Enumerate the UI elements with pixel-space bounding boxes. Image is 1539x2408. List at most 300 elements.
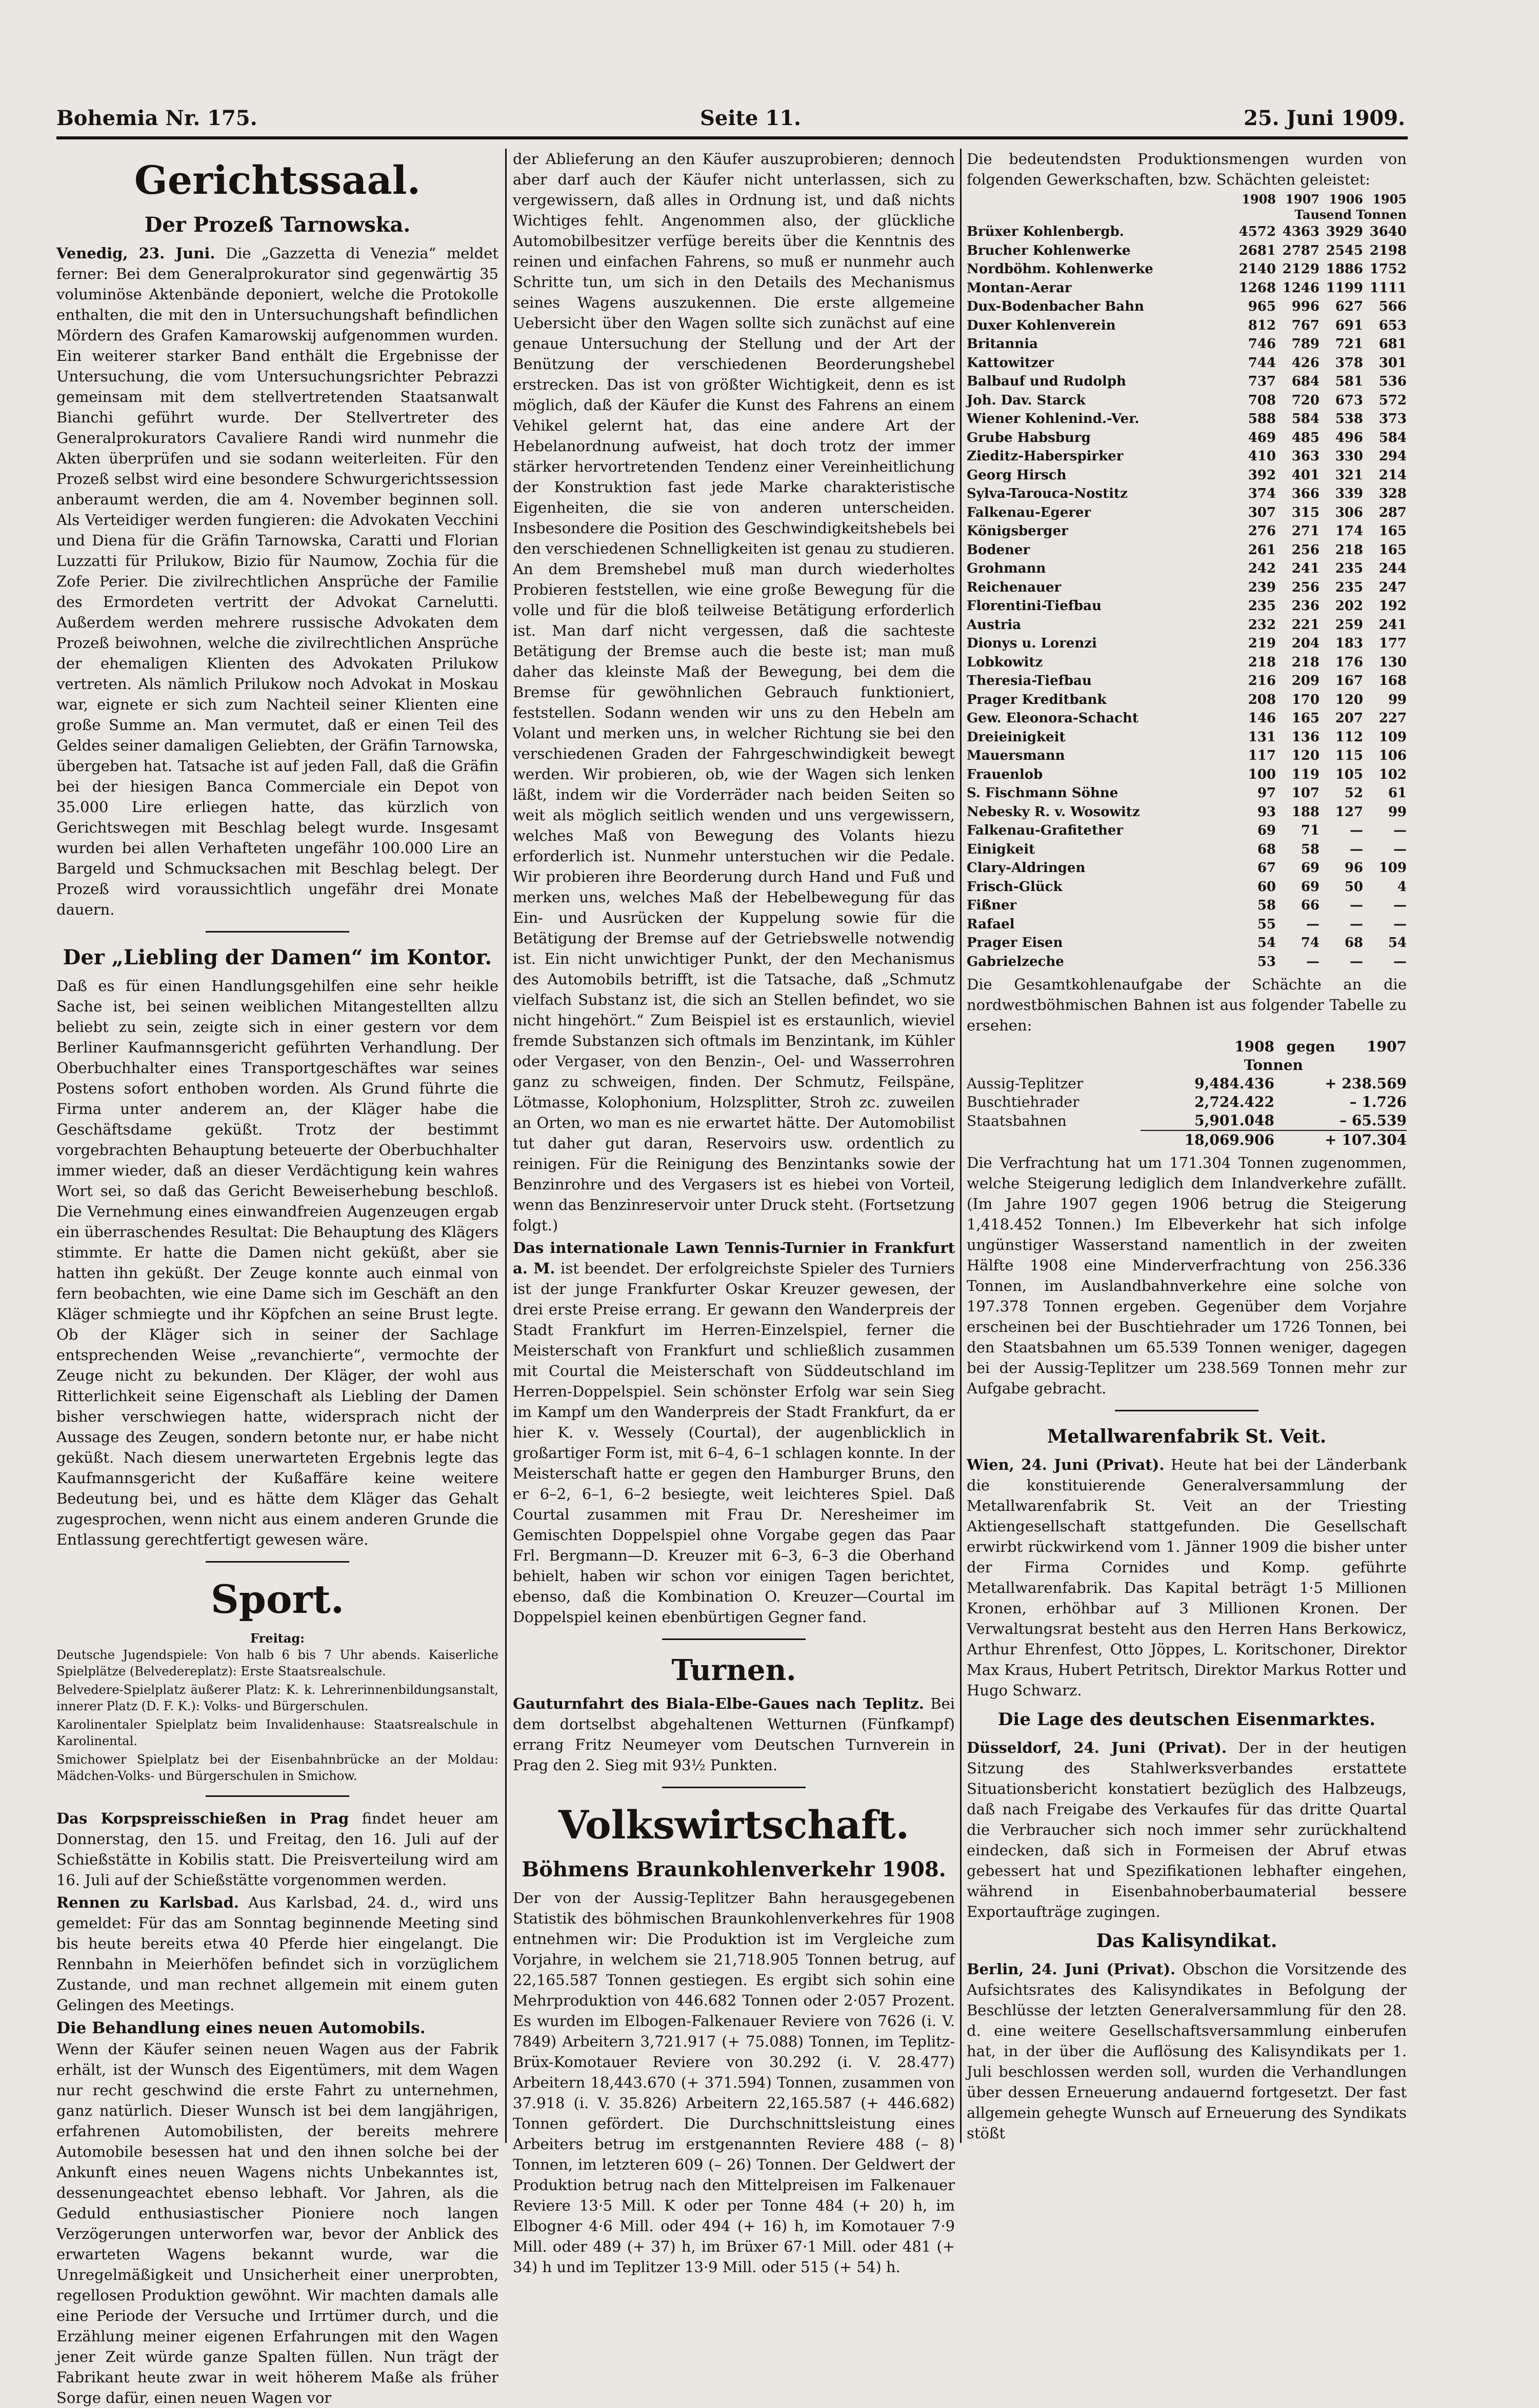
company-name: Zieditz-Haberspirker [967,449,1124,464]
production-value: 115 [1335,748,1363,763]
article-title-automobil: Die Behandlung eines neuen Automobils. [56,2019,426,2037]
article-title-tarnowska: Der Prozeß Tarnowska. [144,213,411,237]
production-value: 485 [1291,430,1320,446]
production-value: 307 [1248,504,1276,520]
section-title-turnen: Turnen. [671,1653,796,1687]
table-row [967,709,1407,728]
production-value: 183 [1335,636,1363,651]
dateline: Düsseldorf, 24. Juni (Privat). [967,1739,1227,1756]
tonnage-change: + 238.569 [1325,1075,1407,1092]
production-value: 1199 [1326,280,1363,296]
table-row [967,803,1407,822]
company-name: Balbauf und Rudolph [967,374,1126,389]
production-value: 581 [1335,374,1363,389]
production-value: 146 [1248,711,1276,726]
production-value: 294 [1378,449,1407,464]
company-name: Nordböhm. Kohlenwerke [967,261,1153,277]
production-value: 61 [1388,785,1407,801]
production-value: 109 [1378,729,1407,745]
company-name: Sylva-Tarouca-Nostitz [967,486,1128,501]
production-value: 168 [1378,673,1407,689]
production-value: 235 [1248,598,1276,614]
table-row [967,1093,1407,1111]
production-value: 301 [1378,355,1407,371]
production-value: 165 [1378,542,1407,558]
production-value: 241 [1291,561,1320,576]
table-row [967,821,1407,840]
company-name: Brucher Kohlenwerke [967,242,1131,258]
article-title-eisen: Die Lage des deutschen Eisenmarktes. [997,1709,1376,1730]
table-row [967,653,1407,672]
article-title-liebling: Der „Liebling der Damen“ im Kontor. [63,945,492,969]
company-name: Gabrielzeche [967,954,1064,969]
company-name: Joh. Dav. Starck [967,392,1086,408]
production-value: 207 [1335,711,1363,726]
header-issue: Bohemia Nr. 175. [56,106,257,130]
railway-name: Aussig-Teplitzer [967,1075,1084,1092]
separator [206,1561,349,1563]
table-row [967,297,1407,316]
production-value: 684 [1291,374,1320,389]
article-body: ist beendet. Der erfolgreichste Spieler des Turniers ist der junge Frankfurter Oskar Kreuzer gewesen, der drei erste Preise errang. Er gewann den Wanderpreis der Stadt Frankfurt im Herren-Einzelspiel, ferner die Meisterschaft von Frankfurt und schließlich zusammen mit Courtal die Meisterschaft von Süddeutschland im Herren-Doppelspiel. Sein schönster Erfolg war sein Sieg im Kampf um den Wanderpreis der Stadt Frankfurt, da er hier K. v. Wessely (Courtal), der augenblicklich in großartiger Form ist, mit 6–4, 6–1 schlagen konnte. In der Meisterschaft hatte er gegen den Hamburger Bruns, den er 6–2, 6–1, 6–2 besiegte, weit leichteres Spiel. Daß Courtal zusammen mit Frau Dr. Neresheimer im Gemischten Doppelspiel ohne Vorgabe gegen das Paar Frl. Bergmann—D. Kreuzer mit 6–3, 6–3 die Oberhand behielt, haben wir schon vor einigen Tagen berichtet, ebenso, daß die Kombination O. Kreuzer—Courtal im Doppelspiel keinen ebenbürtigen Gegner fand. [513,1260,955,1626]
article-body-automobil-continued: der Ablieferung an den Käufer auszuprobieren; dennoch aber darf auch der Käufer nicht unterlassen, sich zu vergewissern, daß alles in Ordnung ist, und daß nichts Wichtiges fehlt. Angenommen also, der glückliche Automobilbesitzer verfüge bereits über die Kenntnis des reinen und einfachen Fahrens, so muß er nunmehr auch Schritte tun, um sich in den Details des Mechanismus seines Wagens auszukennen. Die erste allgemeine Uebersicht über den Wagen sollte sich zunächst auf eine genaue Untersuchung der Stellung und der Art der Benützung der verschiedenen Beorderungshebel erstrecken. Das ist von größter Wichtigkeit, denn es ist möglich, daß der Käufer die Kunst des Fahrens an einem Vehikel gelernt hat, das eine andere Art der Hebelanordnung aufweist, hat doch trotz der immer stärker hervortretenden Tendenz einer Vereinheitlichung der Konstruktion fast jede Marke charakteristische Eigenheiten, die sie von anderen unterscheiden. Insbesondere die Position des Geschwindigkeitshebels bei den verschiedenen Schnelligkeiten ist genau zu studieren. An dem Bremshebel muß man durch wiederholtes Probieren feststellen, wie eine große Bewegung für die volle und für die bloß teilweise Betätigung erforderlich ist. Man darf nicht vergessen, daß die sachteste Betätigung der Bremse auch die beste ist; man muß daher das kleinste Maß der Bewegung, bei dem die Bremse für gewöhnlichen Gebrauch funktioniert, feststellen. Sodann wenden wir uns zu den Hebeln am Volant und merken uns, in welcher Richtung sie bei den verschiedenen Graden der Fahrgeschwindigkeit bewegt werden. Wir probieren, ob, wie der Wagen sich lenken läßt, indem wir die Vorderräder nach beiden Seiten so weit als möglich seitlich wenden und uns vergewissern, welches Maß von Bewegung des Volants hiezu erforderlich ist. Nunmehr unterstuchen wir die Pedale. Wir probieren ihre Beorderung durch Hand und Fuß und merken uns, welches Maß der Hebelbewegung für das Ein- und Ausrücken der Kuppelung sowie für die Betätigung der Bremse auf der Getriebswelle notwendig ist. Ein nicht unwichtiger Punkt, der den Mechanismus des Automobils betrifft, ist die Tatsache, daß „Schmutz vielfach Substanz ist, die sich an Stellen befindet, wo sie nicht hingehört.“ Zum Beispiel ist es erstaunlich, wieviel fremde Substanzen sich oftmals im Benzintank, im Kühler oder Vergaser, von den Benzin-, Oel- und Wasserrohren ganz zu schweigen, finden. Der Schmutz, Feilspäne, Lötmasse, Kolophonium, Holzsplitter, Stroh zc. zuweilen an Orten, wo man es nie erwartet hätte. Der Automobilist tut daher gut daran, Reservoirs usw. ordentlich zu reinigen. Für die Reinigung des Benzintanks sowie der Benzinrohre und des Vergasers ist es hiebei von Vorteil, wenn das Benzinreservoir unter Druck steht. (Fortsetzung folgt.) [513,150,955,1234]
table-row [967,279,1407,298]
table-row [967,391,1407,410]
schedule-day: Freitag: [250,1631,305,1646]
company-name: Bodener [967,542,1030,558]
production-value: 2129 [1282,261,1320,277]
header-page-number: Seite 11. [700,106,801,130]
production-value: 120 [1291,748,1320,763]
schedule-line: Deutsche Jugendspiele: Von halb 6 bis 7 Uhr abends. Kaiserliche Spielplätze (Belvedereplatz): Erste Staatsrealschule. [56,1648,498,1678]
production-value: 536 [1378,374,1407,389]
dateline: Wien, 24. Juni (Privat). [967,1456,1165,1473]
production-value: 109 [1378,860,1407,876]
production-value: — [1350,898,1363,913]
production-value: 69 [1301,879,1320,895]
production-intro: Die bedeutendsten Produktionsmengen wurden von folgenden Gewerkschaften, bzw. Schächten geleistet: [967,150,1407,188]
production-value: 691 [1335,317,1363,333]
page-header [56,100,1405,136]
separator [206,1795,349,1797]
table-row [967,447,1407,466]
production-value: 4363 [1282,224,1320,239]
year-header: 1908 [1242,192,1276,207]
article-title-braunkohle: Böhmens Braunkohlenverkehr 1908. [522,1857,946,1881]
table-row [967,840,1407,859]
table-row [967,672,1407,691]
company-name: Nebesky R. v. Wosowitz [967,804,1140,820]
production-value: 627 [1335,299,1363,314]
production-value: 315 [1291,504,1320,520]
company-name: Königsberger [967,523,1068,539]
production-value: 55 [1257,916,1276,932]
table-row [967,728,1407,747]
production-value: 746 [1248,336,1276,352]
production-value: 1886 [1326,261,1363,277]
production-value: 99 [1388,804,1407,820]
production-value: 236 [1291,598,1320,614]
production-value: 681 [1378,336,1407,352]
production-value: 53 [1257,954,1276,969]
production-value: 1246 [1282,280,1320,296]
production-value: 174 [1335,523,1363,539]
production-value: 242 [1248,561,1276,576]
article-karlsbad [56,1892,498,2015]
production-value: 68 [1257,841,1276,857]
company-name: Britannia [967,336,1038,352]
production-value: 812 [1248,317,1276,333]
production-value: — [1393,841,1407,857]
production-value: — [1393,898,1407,913]
tonnage-value: 2,724.422 [1194,1094,1274,1110]
sport-schedule [56,1630,498,1784]
production-value: 673 [1335,392,1363,408]
table-row [967,354,1407,373]
production-value: 708 [1248,392,1276,408]
article-body: Die „Gazzetta di Venezia“ meldet ferner: Bei dem Generalprokurator sind gegenwärtig 35 voluminöse Aktenbände deponiert, welche die Protokolle enthalten, die mit den in Untersuchungshaft befindlichen Mördern des Grafen Kamarowskij aufgenommen wurden. Ein weiterer starker Band enthält die Ergebnisse der Untersuchung, die vom Untersuchungsrichter Pebrazzi gemeinsam mit dem stellvertretenden Staatsanwalt Bianchi geführt wurde. Der Stellvertreter des Generalprokurators Cavaliere Randi wird nunmehr die Akten überprüfen und sie sodann weiterleiten. Für den Prozeß selbst wird eine besondere Schwurgerichtssession anberaumt werden, die am 4. November beginnen soll. Als Verteidiger werden fungieren: die Advokaten Vecchini und Diena für die Gräfin Tarnowska, Caratti und Florian Luzzatti für Prilukow, Bizio für Naumow, Zochia für die Zofe Perier. Die zivilrechtlichen Ansprüche der Familie des Ermordeten vertritt der Advokat Carnelutti. Außerdem werden mehrere russische Advokaten dem Prozeß beiwohnen, welche die zivilrechtlichen Ansprüche der ehemaligen Klienten des Advokaten Prilukow vertreten. Als nämlich Prilukow noch Advokat in Moskau war, eignete er sich zum Nachteil seiner Klienten eine große Summe an. Man vermutet, daß er einen Teil des Geldes seiner damaligen Geliebten, der Gräfin Tarnowska, übergeben hat. Tatsache ist auf jeden Fall, daß die Gräfin bei der hiesigen Banca Commerciale ein Depot von 35.000 Lire erliegen hatte, das kürzlich von Gerichtswegen mit Beschlag belegt wurde. Insgesamt wurden bei allen Verhafteten ungefähr 100.000 Lire an Bargeld und Schmucksachen mit Beschlag belegt. Der Prozeß wird voraussichtlich ungefähr drei Monate dauern. [56,245,499,918]
production-value: 54 [1257,935,1276,950]
production-value: 271 [1291,523,1320,539]
article-title-tennis: Das internationale Lawn Tennis-Turnier in Frankfurt a. M. [513,1239,955,1277]
table-row [967,241,1407,260]
production-value: 170 [1291,692,1320,707]
production-value: 744 [1248,355,1276,371]
production-value: 232 [1248,617,1276,633]
article-kali [967,1959,1407,2143]
company-name: Grohmann [967,561,1046,576]
tonnage-change: – 1.726 [1349,1094,1407,1110]
company-name: Dionys u. Lorenzi [967,636,1097,651]
production-value: 321 [1335,467,1363,483]
table-row [967,915,1407,934]
production-value: 107 [1291,785,1320,801]
company-name: Theresia-Tiefbau [967,673,1092,689]
production-value: 247 [1378,579,1407,595]
production-value: 410 [1248,449,1276,464]
column-2 [513,149,955,2276]
table-unit-row [967,1056,1407,1075]
company-name: Mauersmann [967,748,1065,763]
production-value: 426 [1291,355,1320,371]
production-value: 131 [1248,729,1276,745]
production-value: — [1350,916,1363,932]
company-name: Prager Eisen [967,935,1063,950]
table-row [967,784,1407,803]
production-value: 60 [1257,879,1276,895]
production-value: 328 [1378,486,1407,501]
production-value: 106 [1378,748,1407,763]
dateline: Venedig, 23. Juni. [56,245,215,262]
company-name: Georg Hirsch [967,467,1067,483]
production-value: 119 [1291,766,1320,782]
production-value: 227 [1378,711,1407,726]
production-value: 1111 [1369,280,1407,296]
schedule-line: Belvedere-Spielplatz äußerer Platz: K. k. Lehrerinnenbildungsanstalt, innerer Platz (D. F. K.): Volks- und Bürgerschulen. [56,1683,498,1713]
production-value: — [1393,954,1407,969]
article-korps [56,1808,498,1890]
table-row [967,934,1407,953]
production-value: 120 [1335,692,1363,707]
production-value: 584 [1378,430,1407,446]
production-value: 74 [1301,935,1320,950]
company-name: Dreieinigkeit [967,729,1066,745]
table-row [967,429,1407,448]
production-value: 1752 [1369,261,1407,277]
production-value: 204 [1291,636,1320,651]
company-name: Kattowitzer [967,355,1054,371]
tonnage-value: 9,484.436 [1194,1075,1274,1092]
production-value: 117 [1248,748,1276,763]
production-value: 588 [1248,411,1276,427]
tonnage-value: 18,069.906 [1141,1130,1274,1149]
year-header: 1907 [1285,192,1320,207]
table-row [967,316,1407,335]
section-title-sport: Sport. [210,1576,345,1622]
production-value: 202 [1335,598,1363,614]
production-value: 496 [1335,430,1363,446]
production-value: 584 [1291,411,1320,427]
production-value: 165 [1378,523,1407,539]
production-value: 276 [1248,523,1276,539]
production-value: 218 [1248,654,1276,670]
production-value: 2198 [1369,242,1407,258]
company-name: Fißner [967,898,1017,913]
article-title-karlsbad: Rennen zu Karlsbad. [56,1894,239,1911]
year-header: 1908 [1234,1038,1274,1055]
company-name: Frisch-Glück [967,879,1063,895]
production-value: 58 [1257,898,1276,913]
company-name: Falkenau-Egerer [967,504,1091,520]
production-value: 67 [1257,860,1276,876]
article-body-verfrachtung: Die Verfrachtung hat um 171.304 Tonnen zugenommen, welche Steigerung lediglich dem Inlandverkehre zufällt. (Im Jahre 1907 gegen 1906 betrug die Steigerung 1,418.452 Tonnen.) Im Elbeverkehr hat sich infolge ungünstiger Wasserstand namentlich in der zweiten Hälfte 1908 eine Minderverfrachtung von 256.336 Tonnen, im Auslandbahnverkehre eine solche von 197.378 Tonnen ergeben. Gegenüber dem Vorjahre erscheinen bei der Buschtiehrader um 1726 Tonnen, bei den Staatsbahnen um 65.539 Tonnen weniger, dagegen bei der Aussig-Teplitzer um 238.569 Tonnen mehr zur Aufgabe gebracht. [967,1154,1407,1397]
production-value: 366 [1291,486,1320,501]
production-value: 330 [1335,449,1363,464]
compare-header: gegen [1286,1038,1335,1055]
company-name: Wiener Kohlenind.-Ver. [967,411,1140,427]
year-header: 1906 [1329,192,1363,207]
article-body-braunkohle: Der von der Aussig-Teplitzer Bahn herausgegebenen Statistik des böhmischen Braunkohlenverkehres für 1908 entnehmen wir: Die Produktion ist im Vergleiche zum Vorjahre, in welchem sie 21,718.905 Tonnen betrug, auf 22,165.587 Tonnen gestiegen. Es ergibt sich sohin eine Mehrproduktion von 446.682 Tonnen oder 2·057 Prozent. Es wurden im Elbogen-Falkenauer Reviere von 7626 (i. V. 7849) Arbeitern 3,721.917 (+ 75.088) Tonnen, im Teplitz-Brüx-Komotauer Reviere von 30.292 (i. V. 28.477) Arbeitern 18,443.670 (+ 371.594) Tonnen, zusammen von 37.918 (i. V. 35.826) Arbeitern 22,165.587 (+ 446.682) Tonnen gefördert. Die Durchschnittsleistung eines Arbeiters betrug im erstgenannten Reviere 488 (– 8) Tonnen, im letzteren 609 (– 26) Tonnen. Der Geldwert der Produktion betrug nach den Mittelpreisen im Falkenauer Reviere 13·5 Mill. K oder per Tonne 484 (+ 20) h, im Elbogner 4·6 Mill. oder 494 (+ 16) h, im Komotauer 7·9 Mill. oder 489 (+ 37) h, im Brüxer 67·1 Mill. oder 481 (+ 34) h und im Teplitzer 13·9 Mill. oder 515 (+ 54) h. [513,1889,955,2276]
production-value: 653 [1378,317,1407,333]
railway-name: Buschtiehrader [967,1094,1080,1110]
production-value: 188 [1291,804,1320,820]
production-value: 93 [1257,804,1276,820]
production-value: 374 [1248,486,1276,501]
production-value: 2545 [1326,242,1363,258]
dateline: Berlin, 24. Juni (Privat). [967,1960,1176,1978]
production-value: 339 [1335,486,1363,501]
article-eisen [967,1737,1407,1922]
production-value: 105 [1335,766,1363,782]
production-value: 218 [1291,654,1320,670]
company-name: Lobkowitz [967,654,1043,670]
separator [1115,1410,1258,1411]
table-row [967,335,1407,354]
table-header-row [967,192,1407,207]
article-title-veit: Metallwarenfabrik St. Veit. [1047,1426,1327,1447]
column-1 [56,149,499,2406]
company-name: Duxer Kohlenverein [967,317,1116,333]
table-row [967,222,1407,241]
production-value: 99 [1388,692,1407,707]
column-rule-2 [960,149,962,2143]
production-value: 208 [1248,692,1276,707]
company-name: Prager Kreditbank [967,692,1107,707]
company-name: Florentini-Tiefbau [967,598,1102,614]
company-name: Falkenau-Grafitether [967,823,1124,838]
table-row [967,634,1407,653]
tonnage-change: – 65.539 [1340,1112,1407,1129]
tonnage-change: + 107.304 [1274,1130,1407,1149]
production-value: 244 [1378,561,1407,576]
production-value: 469 [1248,430,1276,446]
article-tarnowska [56,243,498,920]
production-value: 58 [1301,841,1320,857]
header-rule [56,136,1408,139]
company-name: Reichenauer [967,579,1062,595]
production-value: 3640 [1369,224,1407,239]
production-value: 4 [1397,879,1407,895]
table-row [967,1111,1407,1130]
production-value: 177 [1378,636,1407,651]
article-tennis [513,1238,955,1627]
year-header: 1907 [1367,1038,1407,1055]
article-body-liebling: Daß es für einen Handlungsgehilfen eine sehr heikle Sache ist, bei seinen weiblichen Mitangestellten allzu beliebt zu sein, zeigte sich in einer gestern vor dem Berliner Kaufmannsgericht geführten Verhandlung. Der Oberbuchhalter eines Transportgeschäftes war seines Postens sofort enthoben worden. Als Grund führte die Firma unter anderem an, der Kläger habe die Geschäftsdame geküßt. Trotz der bestimmt vorgebrachten Behauptung beteuerte der Oberbuchhalter immer wieder, daß an dieser Verdächtigung kein wahres Wort sei, so daß das Gericht Beweiserhebung beschloß. Die Vernehmung eines einwandfreien Augenzeugen ergab ein überraschendes Resultat: Die Behauptung des Klägers stimmte. Er hatte die Damen nicht geküßt, aber sie hatten ihn geküßt. Der Zeuge konnte auch einmal von fern beobachten, wie eine Dame sich im Geschäft an den Kläger schmiegte und ihr Köpfchen an seine Brust legte. Ob der Kläger sich in seiner der Sachlage entsprechenden Weise „revanchierte“, vermochte der Zeuge nicht zu bekunden. Der Kläger, der wohl aus Ritterlichkeit seine Eigenschaft als Liebling der Damen bisher verschwiegen hatte, widersprach nicht der Aussage des Zeugen, sondern betonte nur, er habe nicht geküßt. Nach diesem unerwarteten Ergebnis legte das Kaufmannsgericht der Kußaffäre keine weitere Bedeutung bei, und es hätte dem Kläger das Gehalt zugesprochen, wenn nicht aus einem anderen Grunde die Entlassung gerechtfertigt gewesen wäre. [56,977,498,1548]
table-row [967,953,1407,972]
production-value: 192 [1378,598,1407,614]
production-value: 259 [1335,617,1363,633]
table-row [967,878,1407,897]
production-value: 219 [1248,636,1276,651]
production-value: 66 [1301,898,1320,913]
railway-name: Staatsbahnen [967,1112,1067,1129]
table-row [967,503,1407,522]
article-veit [967,1454,1407,1701]
table-row [967,559,1407,578]
production-value: 69 [1301,860,1320,876]
production-value: 566 [1378,299,1407,314]
table-row [967,746,1407,765]
production-value: 538 [1335,411,1363,427]
section-title-gerichtssaal: Gerichtssaal. [134,157,421,203]
company-name: S. Fischmann Söhne [967,785,1118,801]
header-date: 25. Juni 1909. [1244,106,1405,130]
table-row [967,896,1407,915]
production-value: 2787 [1282,242,1320,258]
production-value: 373 [1378,411,1407,427]
production-value: 363 [1291,449,1320,464]
table-row [967,410,1407,429]
company-name: Austria [967,617,1022,633]
production-value: 789 [1291,336,1320,352]
table-row [967,691,1407,710]
table-header-row [967,1038,1407,1056]
production-value: — [1350,841,1363,857]
production-value: 3929 [1326,224,1363,239]
production-value: 130 [1378,654,1407,670]
article-body: Bei dem dortselbst abgehaltenen Wetturnen (Fünfkampf) errang Fritz Neumeyer vom Deutschen Turnverein in Prag den 2. Sieg mit 93½ Punkten. [513,1695,955,1774]
table-row [967,372,1407,391]
separator [206,931,349,933]
article-body-automobil: Wenn der Käufer seinen neuen Wagen aus der Fabrik erhält, ist der Wunsch des Eigentümers, mit dem Wagen nur recht geschwind die erste Fahrt zu unternehmen, ganz natürlich. Dieser Wunsch ist bei dem langjährigen, erfahrenen Automobilisten, der bereits mehrere Automobile besessen hat und den ihnen solche bei der Ankunft eines neuen Wagens nichts Unbekanntes ist, dessenungeachtet ebenso lebhaft. Vor Jahren, als die Geduld enthusiastischer Pioniere noch langen Verzögerungen unterworfen war, bevor der Anblick des erwarteten Wagens bekannt wurde, war die Unregelmäßigkeit und Unsicherheit einer unerprobten, regellosen Produktion gewöhnt. Wir machten damals alle eine Periode der Versuche und Irrtümer durch, und die Erzählung meiner eigenen Erfahrungen mit den Wagen jener Zeit würde ganze Spalten füllen. Nun trägt der Fabrikant heute zwar in weit höherem Maße als früher Sorge dafür, einen neuen Wagen vor [56,2040,498,2406]
production-value: 2140 [1238,261,1276,277]
production-value: 996 [1291,299,1320,314]
production-value: 572 [1378,392,1407,408]
production-value: 256 [1291,579,1320,595]
article-body: findet heuer am Donnerstag, den 15. und Freitag, den 16. Juli auf der Schießstätte in Kobilis statt. Die Preisverteilung wird am 16. Juli auf der Schießstätte vorgenommen werden. [56,1810,499,1889]
company-name: Montan-Aerar [967,280,1072,296]
production-value: 71 [1301,823,1320,838]
company-name: Frauenlob [967,766,1043,782]
production-value: 401 [1291,467,1320,483]
production-value: 68 [1344,935,1363,950]
production-value: 239 [1248,579,1276,595]
table-row [967,1130,1407,1149]
production-value: 306 [1335,504,1363,520]
production-value: 102 [1378,766,1407,782]
production-value: 176 [1335,654,1363,670]
production-value: 112 [1335,729,1363,745]
production-value: 720 [1291,392,1320,408]
production-value: 167 [1335,673,1363,689]
article-body: Der in der heutigen Sitzung des Stahlwerksverbandes erstattete Situationsbericht konstatiert bezüglich des Halbzeugs, daß nach Freigabe des Verkaufes für das dritte Quartal die Verbraucher sich noch immer sehr zurückhaltend eindecken, daß sich in Formeisen der Abruf etwas gebessert hat und Spezifikationen lebhafter eingehen, während in Eisenbahnoberbaumaterial bessere Exportaufträge zugingen. [967,1739,1407,1920]
production-value: 1268 [1238,280,1276,296]
production-value: 214 [1378,467,1407,483]
unit-label: Tausend Tonnen [1294,207,1407,222]
production-value: 392 [1248,467,1276,483]
railway-name [967,1130,1141,1149]
production-value: 241 [1378,617,1407,633]
company-name: Gew. Eleonora-Schacht [967,711,1138,726]
production-value: 216 [1248,673,1276,689]
production-value: — [1350,954,1363,969]
company-name: Dux-Bodenbacher Bahn [967,299,1144,314]
table-row [967,522,1407,541]
article-title-kali: Das Kalisyndikat. [1096,1930,1277,1952]
article-body: Heute hat bei der Länderbank die konstituierende Generalversammlung der Metallwarenfabrik St. Veit an der Triesting Aktiengesellschaft stattgefunden. Die Gesellschaft erwirbt rückwirkend vom 1. Jänner 1909 die bisher unter der Firma Cornides und Komp. geführte Metallwarenfabrik. Das Kapital beträgt 1·5 Millionen Kronen, erhöhbar auf 3 Millionen Kronen. Der Verwaltungsrat besteht aus den Herren Hans Berkowicz, Arthur Ehrenfest, Otto Jöppes, L. Koritschoner, Direktor Max Kraus, Hubert Petritsch, Direktor Markus Rotter und Hugo Schwarz. [967,1456,1407,1699]
production-table [967,192,1407,971]
production-value: 54 [1388,935,1407,950]
tonnage-value: 5,901.048 [1194,1112,1274,1129]
production-value: 100 [1248,766,1276,782]
company-name: Clary-Aldringen [967,860,1086,876]
company-name: Grube Habsburg [967,430,1091,446]
production-value: 378 [1335,355,1363,371]
column-rule-1 [505,149,507,2143]
production-value: 127 [1335,804,1363,820]
production-value: 69 [1257,823,1276,838]
production-value: — [1306,916,1320,932]
production-value: 235 [1335,561,1363,576]
article-gauturn [513,1693,955,1775]
production-value: 965 [1248,299,1276,314]
article-body: Aus Karlsbad, 24. d., wird uns gemeldet: Für das am Sonntag beginnende Meeting sind bis heute bereits etwa 40 Pferde hier eingelangt. Die Rennbahn in Meierhöfen befindet sich in vorzüglichem Zustande, und man rechnet allgemein mit einem guten Gelingen des Meetings. [56,1894,498,2014]
absatz-table [967,1038,1407,1149]
table-row [967,1075,1407,1093]
schedule-line: Karolinentaler Spielplatz beim Invalidenhause: Staatsrealschule in Karolinental. [56,1717,498,1748]
schedule-line: Smichower Spielplatz bei der Eisenbahnbrücke an der Moldau: Mädchen-Volks- und Bürgerschulen in Smichow. [56,1752,498,1783]
production-value: 97 [1257,785,1276,801]
table-row [967,765,1407,784]
table-row [967,597,1407,616]
production-value: 256 [1291,542,1320,558]
article-body: Obschon die Vorsitzende des Aufsichtsrates des Kalisyndikates in Befolgung der Beschlüsse der letzten Generalversammlung für den 28. d. eine weitere Gesellschaftsversammlung einberufen hat, in der über die Auflösung des Kalisyndikats per 1. Juli beschlossen werden soll, wurden die Verhandlungen über dessen Erneuerung andauernd fortgesetzt. Der fast allgemein gehegte Wunsch auf Erneuerung des Syndikats stößt [967,1960,1407,2142]
table-row [967,541,1407,560]
company-name: Brüxer Kohlenbergb. [967,224,1124,239]
column-3 [967,149,1407,2148]
production-value: 209 [1291,673,1320,689]
year-header: 1905 [1372,192,1407,207]
